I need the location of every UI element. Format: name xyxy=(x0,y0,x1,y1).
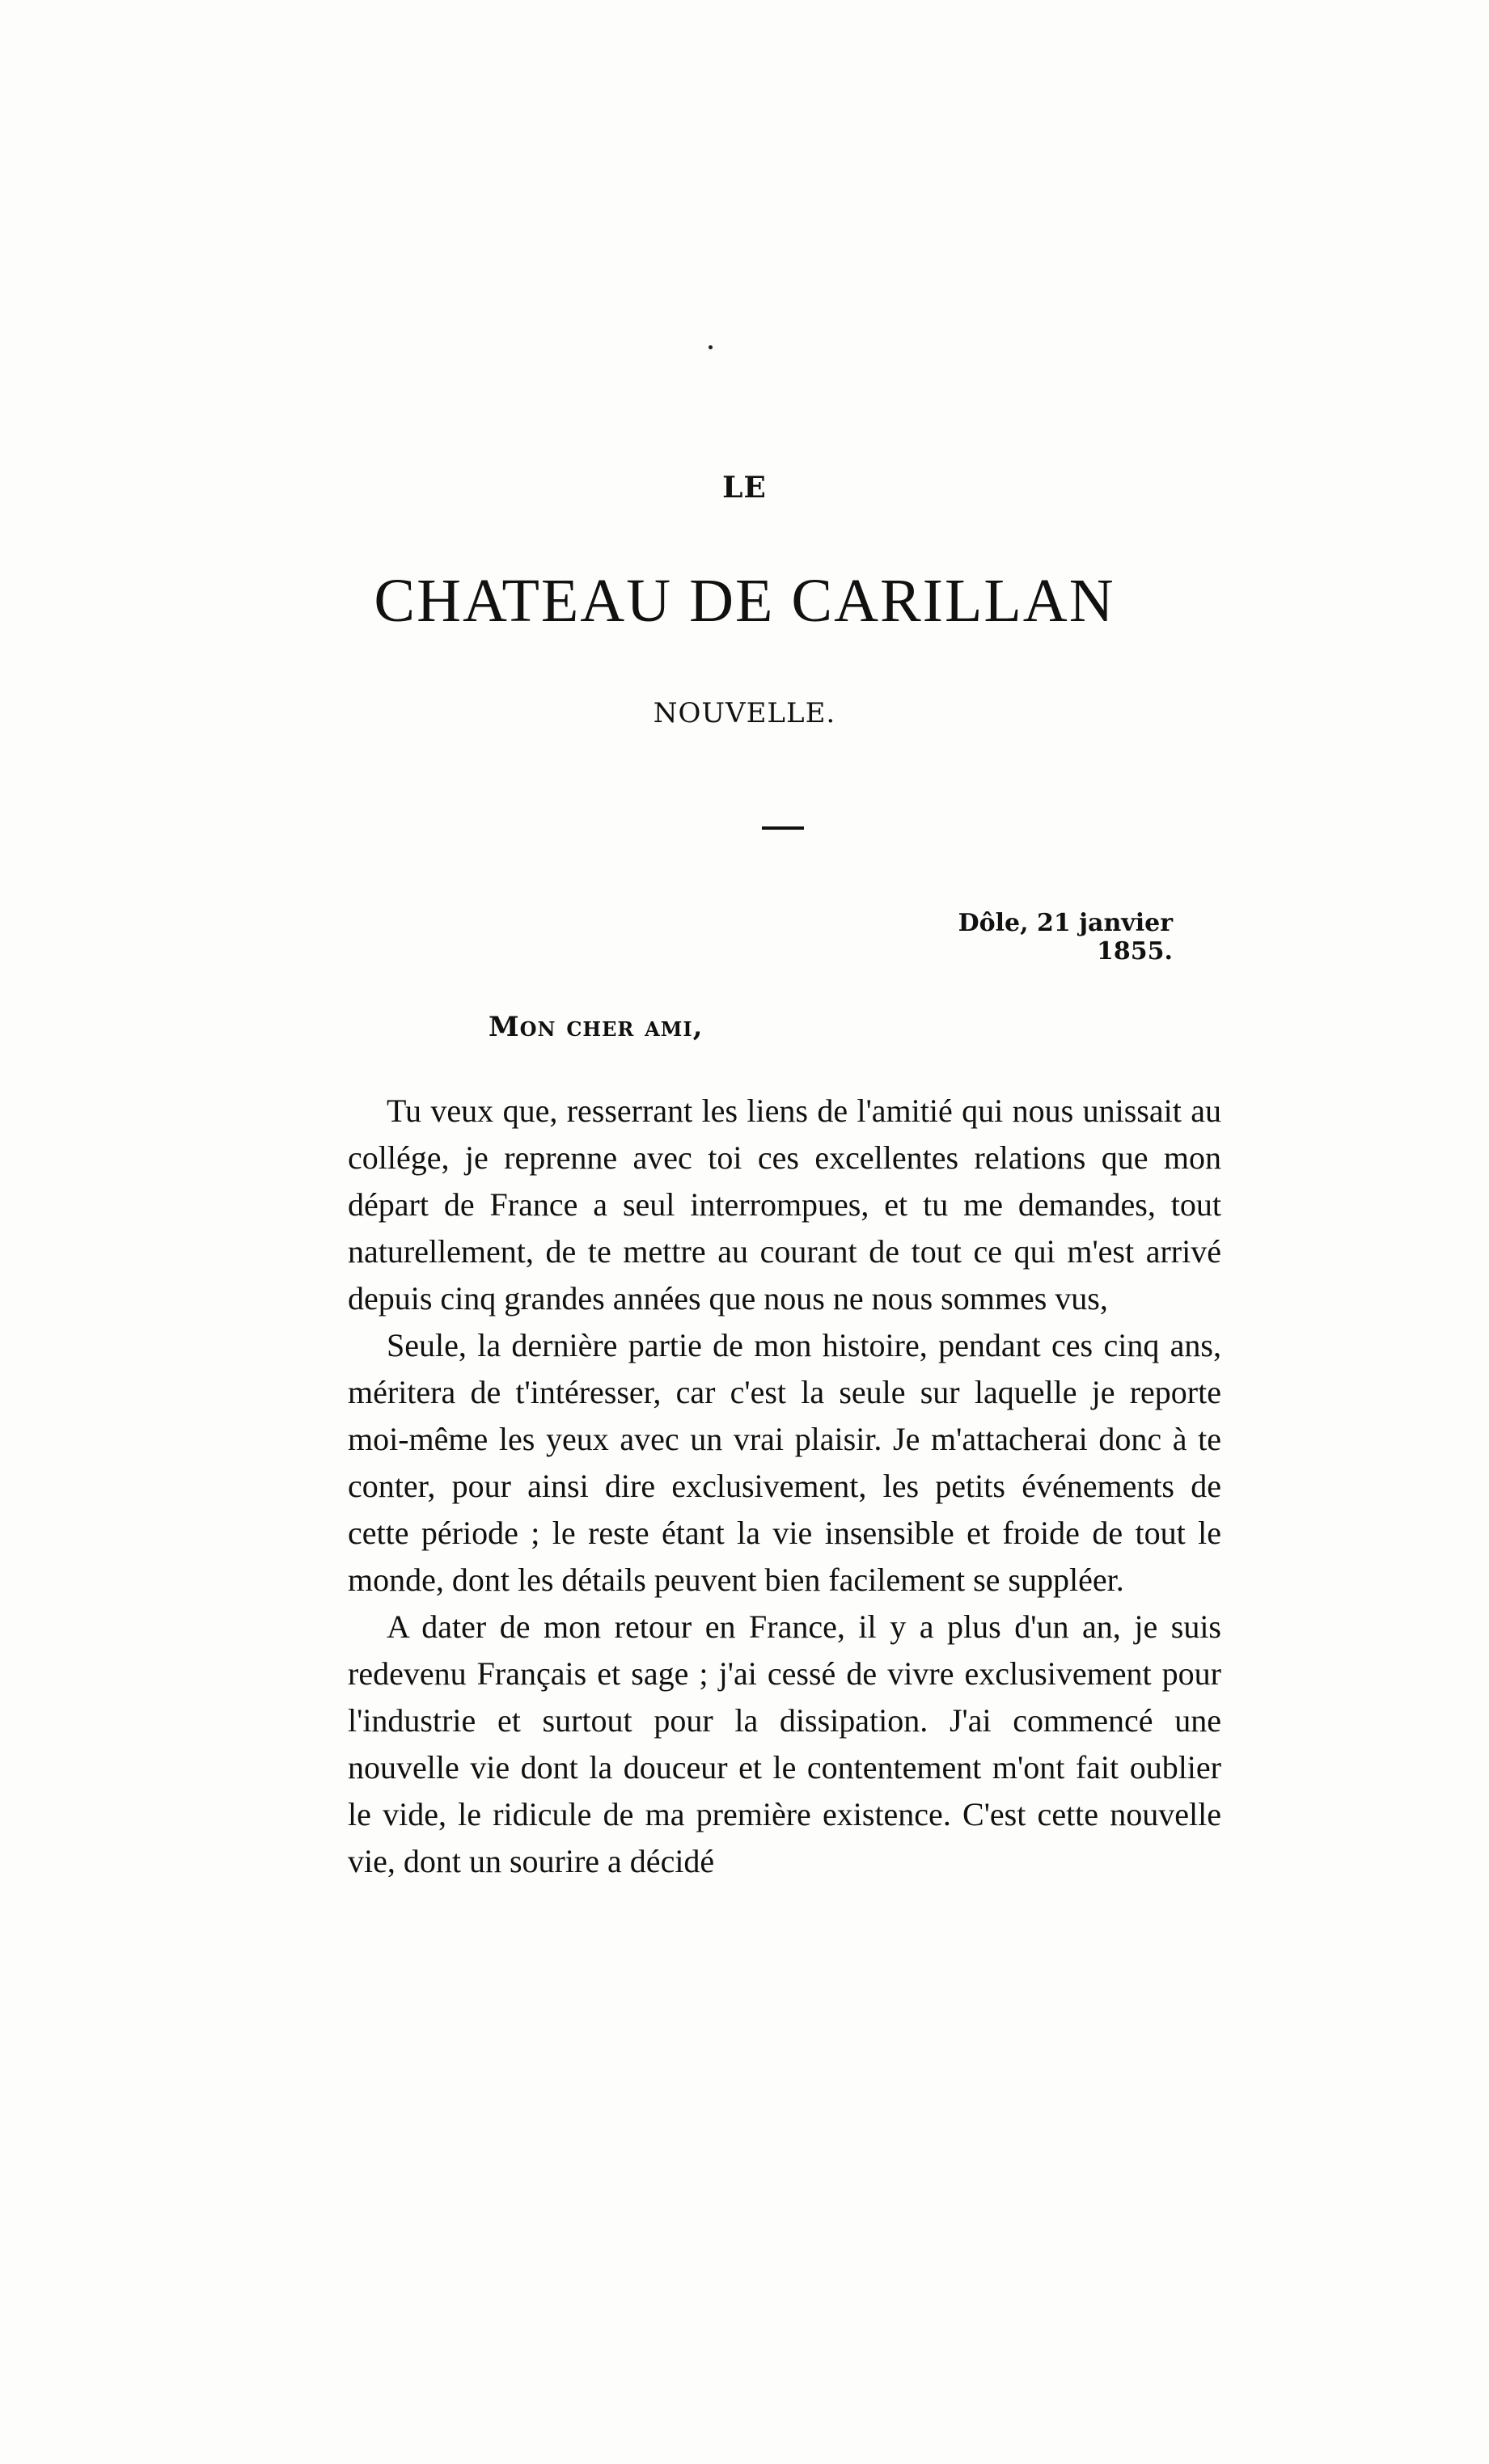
paragraph: Tu veux que, resserrant les liens de l'amitié qui nous unissait au collége, je reprenne avec toi ces excellentes relations que mon départ de France a seul interrompues, et tu me demandes, tout naturellement, de te mettre au courant de tout ce qui m'est arrivé depuis cinq grandes années que nous ne nous sommes vus, xyxy=(348,1093,1221,1317)
dateline: Dôle, 21 janvier 1855. xyxy=(958,909,1173,966)
pre-title: LE xyxy=(722,471,767,505)
subtitle: NOUVELLE. xyxy=(653,697,836,729)
page-title: CHATEAU DE CARILLAN xyxy=(374,567,1115,635)
salutation: Mon cher ami, xyxy=(489,1011,704,1043)
paragraph: A dater de mon retour en France, il y a plus d'un an, je suis redevenu Français et sage ; j'ai cessé de vivre exclusivement pour l'industrie et surtout pour la dissipation. J'ai commencé une nouvelle vie dont la douceur et le contentement m'ont fait oublier le vide, le ridicule de ma première existence. C'est cette nouvelle vie, dont un sourire a décidé xyxy=(348,1608,1221,1879)
paragraph: Seule, la dernière partie de mon histoire, pendant ces cinq ans, méritera de t'intéresser, car c'est la seule sur laquelle je reporte moi-même les yeux avec un vrai plaisir. Je m'attacherai donc à te conter, pour ainsi dire exclusivement, les petits événements de cette période ; le reste étant la vie insensible et froide de tout le monde, dont les détails peuvent bien facilement se suppléer. xyxy=(348,1327,1221,1598)
letter-body xyxy=(348,1088,1221,1885)
ink-speck xyxy=(709,345,713,349)
title-rule xyxy=(762,826,804,830)
